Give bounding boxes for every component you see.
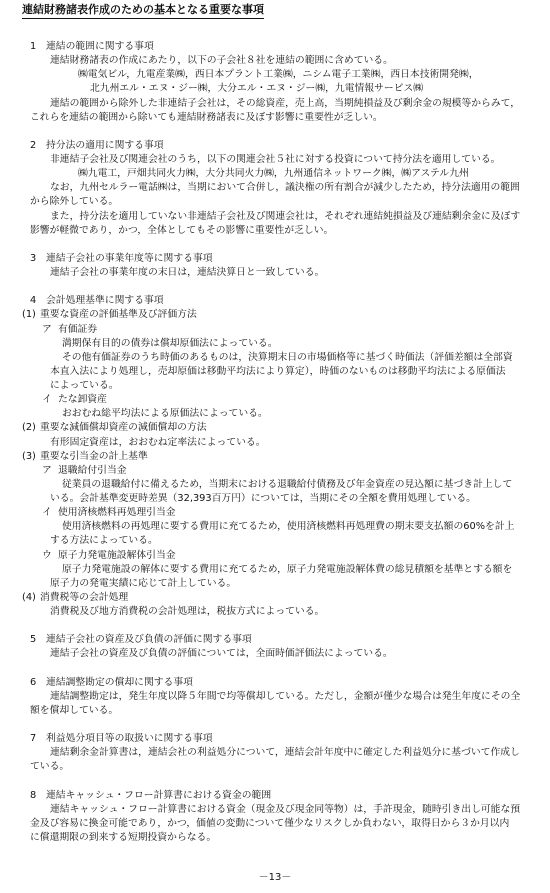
body-line: に償還期限の到来する短期投資からなる。	[30, 832, 217, 843]
item-heading	[0, 549, 548, 563]
item-marker: イ	[42, 394, 52, 406]
item-marker: ア	[42, 464, 52, 476]
section-heading	[0, 789, 548, 803]
document-body	[0, 40, 548, 845]
subsection-number: (1)	[22, 309, 36, 321]
item-title: 有価証券	[58, 323, 98, 335]
body-line: から除外している。	[30, 196, 119, 208]
body-line: 連結キャッシュ・フロー計算書における資金（現金及び現金同等物）は，手許現金，随時引き出し可能な預	[50, 803, 521, 815]
body-line: 消費税及び地方消費税の会計処理は，税抜方式によっている。	[50, 606, 325, 617]
body-line: 連結子会社の資産及び負債の評価については，全面時価評価法によっている。	[50, 648, 393, 660]
item-title: 使用済核燃料再処理引当金	[58, 507, 176, 519]
body-line: これらを連結の範囲から除いても連結財務諸表に及ぼす影響に重要性が乏しい。	[30, 111, 383, 123]
subsection-heading	[0, 421, 548, 435]
subsection-heading	[0, 308, 548, 322]
body-line: 連結調整勘定は，発生年度以降５年間で均等償却している。ただし，金額が僅少な場合は発生年度にその全	[50, 690, 521, 702]
item-title: 原子力発電施設解体引当金	[58, 549, 176, 561]
section-heading	[0, 139, 548, 153]
section-title: 連結子会社の事業年度等に関する事項	[46, 252, 213, 264]
body-line: また，持分法を適用していない非連結子会社及び関連会社は，それぞれ連結純損益及び連結剰余金に及ぼす	[50, 210, 521, 222]
section-gap	[0, 718, 548, 732]
body-line: 原子力発電施設の解体に要する費用に充てるため，原子力発電施設解体費の総見積額を基準とする額を	[62, 563, 513, 575]
body-line: おおむね総平均法による原価法によっている。	[62, 408, 268, 420]
item-marker: ウ	[42, 549, 52, 561]
body-line: 額を償却している。	[30, 704, 119, 716]
section-title: 連結調整勘定の償却に関する事項	[46, 676, 193, 688]
subsection-number: (3)	[22, 450, 36, 462]
section-heading	[0, 676, 548, 690]
section-title: 利益処分項目等の取扱いに関する事項	[46, 733, 213, 745]
body-line: 原子力の発電実績に応じて計上している。	[50, 577, 237, 589]
body-line: する方法によっている。	[50, 535, 158, 547]
section-number: 2	[30, 139, 37, 151]
section-gap	[0, 238, 548, 252]
item-heading	[0, 506, 548, 520]
section-gap	[0, 775, 548, 789]
item-title: たな卸資産	[58, 394, 107, 406]
body-line: 連結の範囲から除外した非連結子会社は，その総資産，売上高，当期純損益及び剰余金の規模等からみて，	[50, 97, 521, 109]
subsection-number: (4)	[22, 591, 36, 603]
body-line: 非連結子会社及び関連会社のうち，以下の関連会社５社に対する投資について持分法を適用している。	[50, 154, 501, 165]
body-line: 使用済核燃料の再処理に要する費用に充てるため，使用済核燃料再処理費の期末要支払額の60%を計上	[62, 521, 515, 533]
section-heading	[0, 633, 548, 647]
page-number: －13－	[258, 872, 292, 883]
section-number: 7	[30, 733, 37, 745]
body-line: 有形固定資産は，おおむね定率法によっている。	[50, 436, 266, 448]
section-number: 3	[30, 252, 37, 264]
body-line: 本直入法により処理し，売却原価は移動平均法により算定），時価のないものは移動平均法による原価法	[50, 365, 506, 377]
section-title: 持分法の適用に関する事項	[46, 139, 164, 151]
section-title: 連結の範囲に関する事項	[46, 41, 154, 52]
section-number: 5	[30, 634, 37, 646]
section-number: 4	[30, 295, 37, 307]
section-heading	[0, 294, 548, 308]
section-heading	[0, 732, 548, 746]
body-line: によっている。	[50, 380, 119, 391]
body-line: 影響が軽微であり，かつ，全体としてもその影響に重要性が乏しい。	[30, 224, 334, 236]
subsection-title: 重要な資産の評価基準及び評価方法	[40, 309, 197, 321]
subsection-title: 重要な引当金の計上基準	[40, 450, 148, 462]
item-marker: ア	[42, 323, 52, 335]
section-title: 連結子会社の資産及び負債の評価に関する事項	[46, 634, 252, 646]
item-heading	[0, 393, 548, 407]
company-list-line: 北九州エル・エヌ・ジー㈱，大分エル・エヌ・ジー㈱，九電情報サービス㈱	[90, 83, 424, 95]
section-gap	[0, 280, 548, 294]
section-title: 連結キャッシュ・フロー計算書における資金の範囲	[46, 789, 272, 801]
subsection-title: 消費税等の会計処理	[40, 591, 129, 603]
body-line: ている。	[30, 761, 70, 773]
section-gap	[0, 619, 548, 633]
item-heading	[0, 323, 548, 337]
section-number: 6	[30, 676, 37, 688]
subsection-title: 重要な減価償却資産の減価償却の方法	[40, 422, 207, 434]
section-number: 8	[30, 789, 37, 801]
body-line: その他有価証券のうち時価のあるものは，決算期末日の市場価格等に基づく時価法（評価差額は全部資	[62, 351, 513, 363]
subsection-number: (2)	[22, 422, 36, 434]
section-heading	[0, 252, 548, 266]
item-marker: イ	[42, 507, 52, 519]
body-line: いる。会計基準変更時差異（32,393百万円）については，当期にその全額を費用処理している。	[50, 493, 476, 504]
section-title: 会計処理基準に関する事項	[46, 295, 164, 307]
subsection-heading	[0, 591, 548, 605]
company-list-line: ㈱電気ビル，九電産業㈱，西日本プラント工業㈱，ニシム電子工業㈱，西日本技術開発㈱，	[78, 69, 479, 81]
body-line: 連結剰余金計算書は，連結会社の利益処分について，連結会計年度中に確定した利益処分に基づいて作成し	[50, 747, 520, 759]
body-line: 金及び容易に換金可能であり，かつ，価値の変動について僅少なリスクしか負わない，取得日から３か月以内	[30, 817, 510, 829]
subsection-heading	[0, 450, 548, 464]
item-heading	[0, 464, 548, 478]
section-heading	[0, 40, 548, 54]
body-line: 従業員の退職給付に備えるため，当期末における退職給付債務及び年金資産の見込額に基づき計上して	[62, 478, 513, 490]
body-line: 連結財務諸表の作成にあたり，以下の子会社８社を連結の範囲に含めている。	[50, 55, 393, 67]
company-list-line: ㈱九電工，戸畑共同火力㈱，大分共同火力㈱，九州通信ネットワーク㈱，㈱アステル九州	[78, 168, 469, 180]
section-gap	[0, 662, 548, 676]
body-line: なお，九州セルラー電話㈱は，当期において合併し，議決権の所有割合が減少したため，持分法適用の範囲	[50, 182, 520, 194]
section-number: 1	[30, 41, 37, 52]
body-line: 連結子会社の事業年度の末日は，連結決算日と一致している。	[50, 267, 325, 278]
page-title: 連結財務諸表作成のための基本となる重要な事項	[22, 3, 264, 19]
item-title: 退職給付引当金	[58, 464, 127, 476]
section-gap	[0, 125, 548, 139]
body-line: 満期保有目的の債券は償却原価法によっている。	[62, 337, 278, 349]
